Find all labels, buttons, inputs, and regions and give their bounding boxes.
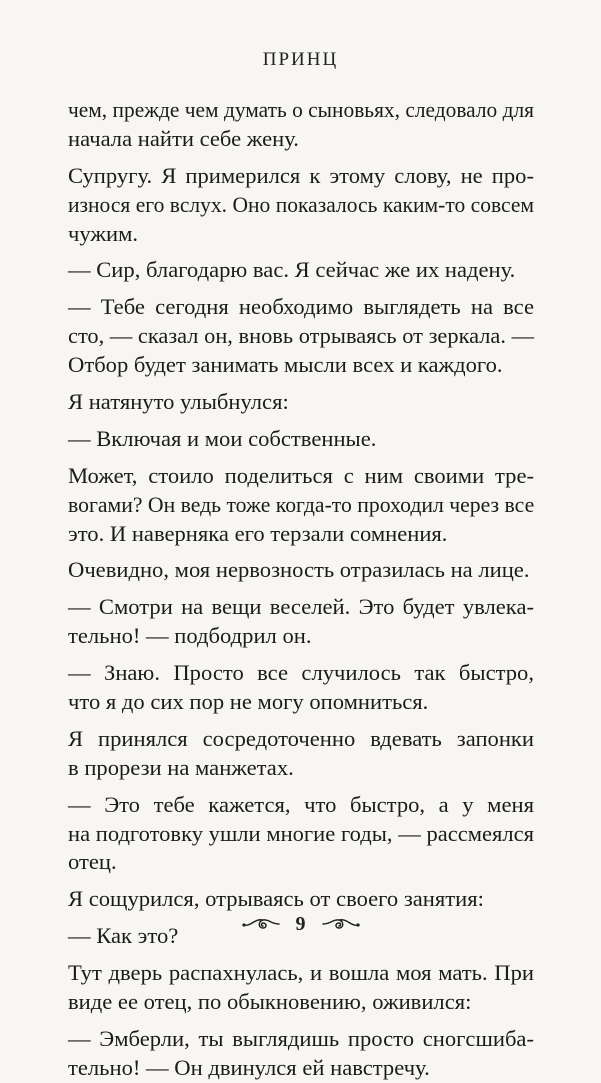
paragraph-gap — [68, 248, 534, 256]
paragraph-gap — [68, 417, 534, 425]
text-line: Может, стоило поделиться с ним своими тре- — [68, 462, 534, 488]
paragraph-gap — [68, 951, 534, 959]
text-line: Я натянуто улыбнулся: — [68, 389, 289, 415]
text-line: чужим. — [68, 220, 139, 246]
text-line: Я принялся сосредоточенно вдевать запонки — [68, 725, 534, 751]
swirl-left-ornament-icon — [241, 917, 281, 931]
text-line: — Тебе сегодня необходимо выглядеть на все — [68, 294, 534, 320]
text-line: — Это тебе кажется, что быстро, а у меня — [68, 791, 534, 817]
text-line: отец. — [68, 849, 117, 875]
paragraph-gap — [68, 585, 534, 593]
paragraph-gap — [68, 548, 534, 556]
paragraph-gap — [68, 454, 534, 462]
text-line: это. И наверняка его терзали сомнения. — [68, 520, 448, 546]
paragraph-gap — [68, 1017, 534, 1025]
text-line: Отбор будет занимать мысли всех и каждого. — [68, 352, 503, 378]
paragraph-gap — [68, 651, 534, 659]
text-line: тельно! — Он двинулся ей навстречу. — [68, 1054, 430, 1080]
text-line: Супругу. Я примерился к этому слову, не про- — [68, 162, 534, 188]
text-line: Очевидно, моя нервозность отразилась на лице. — [68, 557, 530, 583]
text-line: сто, — сказал он, вновь отрываясь от зеркала. — — [68, 323, 535, 349]
text-line: тельно! — подбодрил он. — [68, 623, 312, 649]
text-line: Тут дверь распахнулась, и вошла моя мать. При — [68, 960, 534, 986]
text-line: Я сощурился, отрываясь от своего занятия: — [68, 886, 484, 912]
text-line: что я до сих пор не могу опомниться. — [68, 689, 429, 715]
text-line: начала найти себе жену. — [68, 125, 299, 151]
paragraph-gap — [68, 783, 534, 791]
paragraph-gap — [68, 877, 534, 885]
text-line: — Как это? — [68, 923, 179, 949]
text-line: — Знаю. Просто все случилось так быстро, — [68, 660, 534, 686]
paragraph-gap — [68, 380, 534, 388]
text-line: — Смотри на вещи веселей. Это будет увлека- — [68, 594, 534, 620]
page-footer — [0, 912, 601, 936]
text-line: износя его вслух. Оно показалось каким-то совсем — [68, 191, 535, 217]
text-line: — Эмберли, ты выглядишь просто сногсшиба- — [68, 1025, 534, 1051]
text-line: чем, прежде чем думать о сыновьях, следовало для — [68, 97, 535, 122]
paragraph-gap — [68, 285, 534, 293]
text-line: виде ее отец, по обыкновению, оживился: — [68, 989, 472, 1015]
text-line: в прорези на манжетах. — [68, 754, 294, 780]
text-line: вогами? Он ведь тоже когда-то проходил через все — [68, 491, 535, 517]
text-line: — Сир, благодарю вас. Я сейчас же их надену. — [68, 257, 516, 283]
running-header: ПРИНЦ — [262, 49, 339, 70]
swirl-right-ornament-icon — [321, 917, 361, 931]
paragraph-gap — [68, 717, 534, 725]
page-number: 9 — [295, 912, 306, 935]
paragraph-gap — [68, 154, 534, 162]
text-line: на подготовку ушли многие годы, — рассмеялся — [68, 820, 535, 846]
text-line: — Включая и мои собственные. — [68, 425, 377, 451]
